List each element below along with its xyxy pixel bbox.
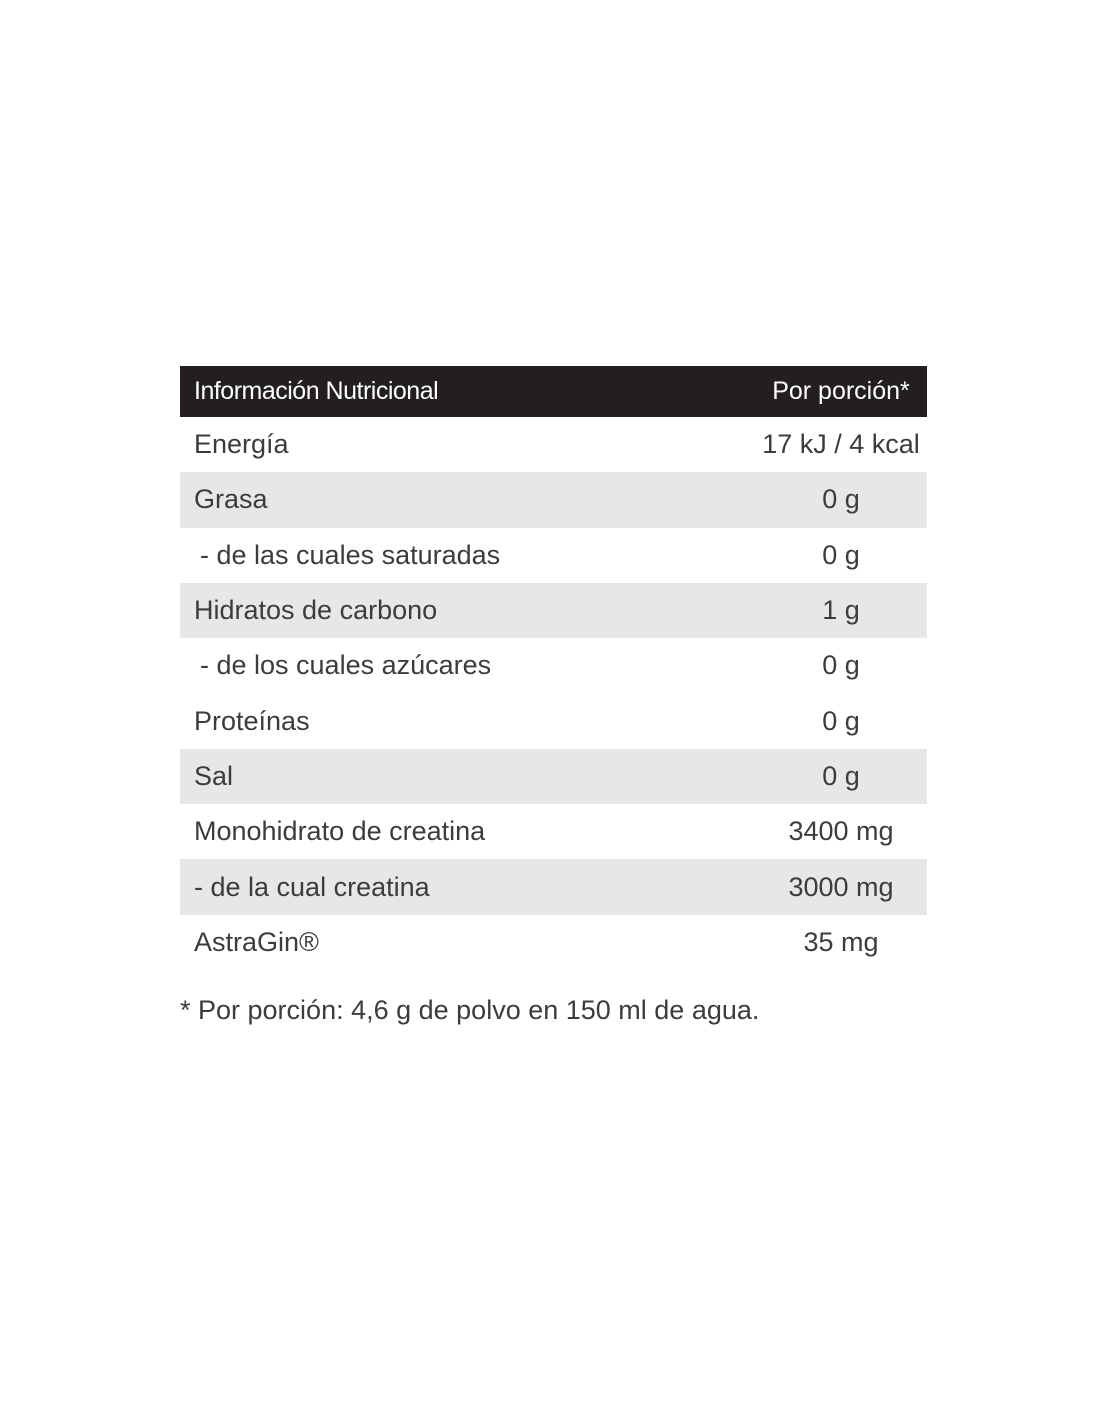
row-label-energy: Energía <box>194 429 289 460</box>
row-value-astragin: 35 mg <box>803 926 879 957</box>
serving-footnote: * Por porción: 4,6 g de polvo en 150 ml de agua. <box>180 995 760 1025</box>
row-value-saturated: 0 g <box>822 539 860 570</box>
row-label-saturated: - de las cuales saturadas <box>200 539 501 570</box>
table-header <box>180 366 927 417</box>
table-row <box>180 915 927 970</box>
table-row <box>180 749 927 804</box>
row-label-creatine: - de la cual creatina <box>194 871 430 902</box>
table-row <box>180 638 927 693</box>
table-row <box>180 417 927 472</box>
row-label-creatine-monohydrate: Monohidrato de creatina <box>194 816 486 847</box>
row-value-energy: 17 kJ / 4 kcal <box>762 429 920 460</box>
row-label-sugars: - de los cuales azúcares <box>200 650 492 681</box>
table-row <box>180 804 927 859</box>
table-row <box>180 693 927 748</box>
header-nutrition-info: Información Nutricional <box>194 377 439 405</box>
row-value-protein: 0 g <box>822 705 860 736</box>
row-value-sugars: 0 g <box>822 650 860 681</box>
row-label-fat: Grasa <box>194 484 268 515</box>
row-label-astragin: AstraGin® <box>194 926 319 957</box>
header-per-serving: Por porción* <box>772 377 910 405</box>
table-row <box>180 528 927 583</box>
row-label-carbohydrates: Hidratos de carbono <box>194 595 438 626</box>
row-value-creatine: 3000 mg <box>788 871 894 902</box>
row-label-salt: Sal <box>194 760 234 791</box>
row-value-creatine-monohydrate: 3400 mg <box>788 816 894 847</box>
nutrition-table <box>180 366 927 970</box>
table-row <box>180 472 927 527</box>
row-value-carbohydrates: 1 g <box>822 595 860 626</box>
row-label-protein: Proteínas <box>194 705 310 736</box>
table-row <box>180 859 927 914</box>
row-value-fat: 0 g <box>822 484 860 515</box>
table-row <box>180 583 927 638</box>
row-value-salt: 0 g <box>822 760 860 791</box>
